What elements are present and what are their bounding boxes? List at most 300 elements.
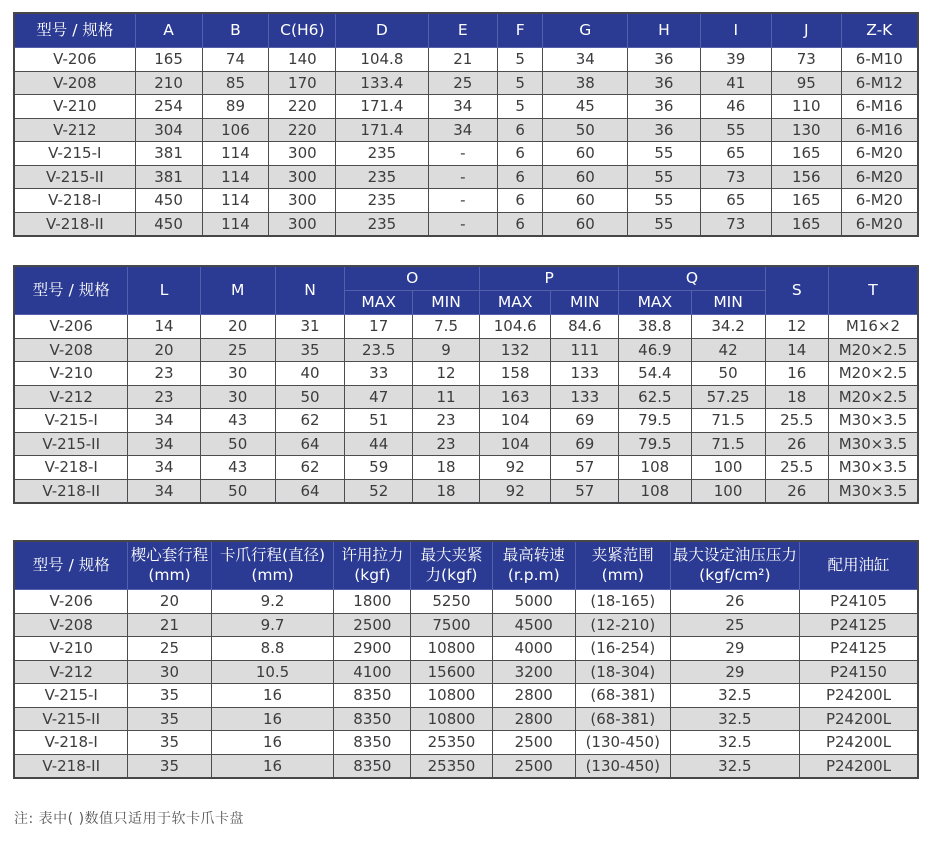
value-cell: 18 (765, 385, 828, 409)
table-row (14, 212, 918, 236)
model-cell: V-215-I (14, 142, 135, 166)
column-header: H (628, 13, 700, 48)
value-cell: 55 (700, 118, 771, 142)
value-cell: 6-M12 (841, 71, 918, 95)
value-cell: 26 (670, 590, 799, 614)
table-row (14, 731, 918, 755)
table-row (14, 142, 918, 166)
value-cell: 220 (269, 118, 336, 142)
value-cell: 25.5 (765, 409, 828, 433)
value-cell: 10800 (411, 707, 492, 731)
column-header: MIN (413, 291, 480, 315)
value-cell: 26 (765, 479, 828, 503)
value-cell: 156 (771, 165, 841, 189)
value-cell: 163 (480, 385, 551, 409)
table-row (14, 71, 918, 95)
column-header: MAX (619, 291, 691, 315)
value-cell: (12-210) (575, 613, 670, 637)
value-cell: 32.5 (670, 707, 799, 731)
column-header: 卡爪行程(直径)(mm) (211, 541, 334, 590)
column-header: T (828, 266, 918, 315)
value-cell: 25.5 (765, 456, 828, 480)
value-cell: 158 (480, 362, 551, 386)
value-cell: 20 (200, 315, 275, 339)
value-cell: 40 (275, 362, 345, 386)
value-cell: 10.5 (211, 660, 334, 684)
value-cell: 51 (345, 409, 413, 433)
model-cell: V-208 (14, 613, 128, 637)
value-cell: M30×3.5 (828, 479, 918, 503)
model-cell: V-218-I (14, 456, 128, 480)
value-cell: 16 (211, 707, 334, 731)
value-cell: 59 (345, 456, 413, 480)
value-cell: 85 (202, 71, 269, 95)
value-cell: 165 (135, 48, 202, 72)
value-cell: 254 (135, 95, 202, 119)
value-cell: 46.9 (619, 338, 691, 362)
value-cell: 16 (211, 684, 334, 708)
value-cell: - (428, 142, 498, 166)
value-cell: 55 (628, 165, 700, 189)
value-cell: 8.8 (211, 637, 334, 661)
value-cell: 14 (765, 338, 828, 362)
value-cell: 73 (700, 212, 771, 236)
value-cell: 34 (428, 95, 498, 119)
value-cell: 6-M20 (841, 212, 918, 236)
value-cell: 92 (480, 479, 551, 503)
value-cell: 26 (765, 432, 828, 456)
value-cell: 2900 (334, 637, 411, 661)
model-cell: V-208 (14, 71, 135, 95)
value-cell: 8350 (334, 754, 411, 778)
value-cell: 60 (543, 189, 628, 213)
value-cell: 43 (200, 456, 275, 480)
value-cell: 100 (691, 479, 765, 503)
value-cell: 34 (428, 118, 498, 142)
value-cell: 74 (202, 48, 269, 72)
column-header: J (771, 13, 841, 48)
value-cell: 6 (498, 118, 543, 142)
value-cell: 32.5 (670, 731, 799, 755)
value-cell: 104 (480, 432, 551, 456)
value-cell: 23 (413, 409, 480, 433)
value-cell: 100 (691, 456, 765, 480)
value-cell: 2800 (492, 684, 575, 708)
header-row (14, 266, 918, 291)
value-cell: 21 (428, 48, 498, 72)
value-cell: 5000 (492, 590, 575, 614)
value-cell: 14 (128, 315, 200, 339)
value-cell: P24200L (800, 684, 919, 708)
value-cell: 210 (135, 71, 202, 95)
value-cell: 35 (275, 338, 345, 362)
column-header: A (135, 13, 202, 48)
value-cell: 36 (628, 118, 700, 142)
table-row (14, 385, 918, 409)
value-cell: 381 (135, 142, 202, 166)
column-header: 型号 / 规格 (14, 541, 128, 590)
column-header: 最大夹紧力(kgf) (411, 541, 492, 590)
value-cell: 130 (771, 118, 841, 142)
value-cell: 35 (128, 754, 211, 778)
table-row (14, 590, 918, 614)
value-cell: P24200L (800, 754, 919, 778)
value-cell: 111 (551, 338, 619, 362)
value-cell: 60 (543, 142, 628, 166)
value-cell: 30 (200, 385, 275, 409)
value-cell: 114 (202, 165, 269, 189)
value-cell: 6-M16 (841, 95, 918, 119)
value-cell: 165 (771, 189, 841, 213)
value-cell: 79.5 (619, 432, 691, 456)
value-cell: 42 (691, 338, 765, 362)
column-header: MIN (551, 291, 619, 315)
value-cell: 29 (670, 637, 799, 661)
table-row (14, 754, 918, 778)
value-cell: 8350 (334, 684, 411, 708)
table-row (14, 409, 918, 433)
value-cell: P24125 (800, 613, 919, 637)
table-row (14, 637, 918, 661)
model-cell: V-218-II (14, 479, 128, 503)
value-cell: 6 (498, 189, 543, 213)
value-cell: 34 (128, 432, 200, 456)
value-cell: 18 (413, 456, 480, 480)
column-header: MIN (691, 291, 765, 315)
value-cell: 7.5 (413, 315, 480, 339)
column-header: G (543, 13, 628, 48)
column-header: C(H6) (269, 13, 336, 48)
footnote: 注: 表中( )数值只适用于软卡爪卡盘 (14, 811, 245, 827)
value-cell: 29 (670, 660, 799, 684)
value-cell: 62 (275, 456, 345, 480)
table-row (14, 95, 918, 119)
value-cell: 23 (128, 362, 200, 386)
value-cell: 50 (200, 479, 275, 503)
value-cell: 12 (765, 315, 828, 339)
value-cell: 450 (135, 189, 202, 213)
value-cell: 79.5 (619, 409, 691, 433)
value-cell: (130-450) (575, 731, 670, 755)
table-row (14, 315, 918, 339)
value-cell: 92 (480, 456, 551, 480)
model-cell: V-218-I (14, 189, 135, 213)
column-header: MAX (345, 291, 413, 315)
value-cell: 170 (269, 71, 336, 95)
performance-table (13, 540, 919, 779)
column-header: 最高转速(r.p.m) (492, 541, 575, 590)
model-cell: V-210 (14, 95, 135, 119)
value-cell: 25 (200, 338, 275, 362)
value-cell: 235 (336, 142, 428, 166)
value-cell: 52 (345, 479, 413, 503)
column-header: 夹紧范围(mm) (575, 541, 670, 590)
value-cell: 57 (551, 456, 619, 480)
value-cell: 304 (135, 118, 202, 142)
column-header: P (480, 266, 619, 291)
value-cell: 25350 (411, 731, 492, 755)
value-cell: 25350 (411, 754, 492, 778)
model-cell: V-212 (14, 118, 135, 142)
value-cell: (18-304) (575, 660, 670, 684)
value-cell: 62.5 (619, 385, 691, 409)
value-cell: 6 (498, 212, 543, 236)
value-cell: 381 (135, 165, 202, 189)
value-cell: - (428, 212, 498, 236)
value-cell: - (428, 165, 498, 189)
value-cell: 60 (543, 165, 628, 189)
model-cell: V-218-I (14, 731, 128, 755)
column-header: M (200, 266, 275, 315)
model-cell: V-206 (14, 590, 128, 614)
column-header: Q (619, 266, 765, 291)
value-cell: 55 (628, 142, 700, 166)
value-cell: 220 (269, 95, 336, 119)
value-cell: (16-254) (575, 637, 670, 661)
value-cell: 10800 (411, 684, 492, 708)
value-cell: 25 (128, 637, 211, 661)
value-cell: 35 (128, 707, 211, 731)
value-cell: 235 (336, 165, 428, 189)
model-cell: V-215-II (14, 165, 135, 189)
value-cell: 23 (413, 432, 480, 456)
value-cell: M30×3.5 (828, 456, 918, 480)
column-header: O (345, 266, 480, 291)
value-cell: 132 (480, 338, 551, 362)
column-header: 楔心套行程(mm) (128, 541, 211, 590)
model-cell: V-212 (14, 660, 128, 684)
column-header: B (202, 13, 269, 48)
value-cell: 55 (628, 212, 700, 236)
value-cell: 25 (428, 71, 498, 95)
value-cell: 41 (700, 71, 771, 95)
model-cell: V-215-I (14, 409, 128, 433)
value-cell: 43 (200, 409, 275, 433)
value-cell: 65 (700, 142, 771, 166)
value-cell: 2500 (334, 613, 411, 637)
value-cell: 23.5 (345, 338, 413, 362)
table-row (14, 189, 918, 213)
value-cell: 34 (128, 479, 200, 503)
table-row (14, 660, 918, 684)
value-cell: 11 (413, 385, 480, 409)
model-cell: V-215-II (14, 432, 128, 456)
value-cell: 54.4 (619, 362, 691, 386)
value-cell: P24200L (800, 731, 919, 755)
value-cell: 64 (275, 479, 345, 503)
value-cell: (130-450) (575, 754, 670, 778)
value-cell: 17 (345, 315, 413, 339)
header-row (14, 13, 918, 48)
value-cell: 300 (269, 212, 336, 236)
value-cell: 4000 (492, 637, 575, 661)
value-cell: 6-M20 (841, 189, 918, 213)
value-cell: 15600 (411, 660, 492, 684)
value-cell: 6-M20 (841, 142, 918, 166)
table-row (14, 362, 918, 386)
value-cell: 133.4 (336, 71, 428, 95)
value-cell: 5 (498, 95, 543, 119)
value-cell: (68-381) (575, 707, 670, 731)
value-cell: 35 (128, 684, 211, 708)
value-cell: 21 (128, 613, 211, 637)
value-cell: 62 (275, 409, 345, 433)
column-header: L (128, 266, 200, 315)
column-header: N (275, 266, 345, 315)
value-cell: 36 (628, 71, 700, 95)
value-cell: 30 (128, 660, 211, 684)
value-cell: 9.2 (211, 590, 334, 614)
value-cell: 2800 (492, 707, 575, 731)
value-cell: 50 (200, 432, 275, 456)
table-row (14, 432, 918, 456)
value-cell: 35 (128, 731, 211, 755)
value-cell: 32.5 (670, 754, 799, 778)
value-cell: 30 (200, 362, 275, 386)
value-cell: 7500 (411, 613, 492, 637)
table-row (14, 165, 918, 189)
value-cell: 8350 (334, 731, 411, 755)
model-cell: V-210 (14, 362, 128, 386)
value-cell: 73 (700, 165, 771, 189)
value-cell: 9 (413, 338, 480, 362)
table-row (14, 479, 918, 503)
value-cell: 60 (543, 212, 628, 236)
column-header: 配用油缸 (800, 541, 919, 590)
table-row (14, 456, 918, 480)
value-cell: M30×3.5 (828, 432, 918, 456)
value-cell: 235 (336, 212, 428, 236)
value-cell: 6-M20 (841, 165, 918, 189)
value-cell: 114 (202, 142, 269, 166)
column-header: F (498, 13, 543, 48)
value-cell: 57 (551, 479, 619, 503)
column-header: D (336, 13, 428, 48)
dimensions-table-2 (13, 265, 919, 504)
value-cell: 33 (345, 362, 413, 386)
value-cell: 300 (269, 189, 336, 213)
column-header: 型号 / 规格 (14, 13, 135, 48)
column-header: 最大设定油压压力 (kgf/cm²) (670, 541, 799, 590)
value-cell: 20 (128, 590, 211, 614)
column-header: MAX (480, 291, 551, 315)
value-cell: 16 (765, 362, 828, 386)
model-cell: V-218-II (14, 212, 135, 236)
value-cell: 114 (202, 189, 269, 213)
table-row (14, 118, 918, 142)
value-cell: 108 (619, 479, 691, 503)
value-cell: 45 (543, 95, 628, 119)
value-cell: 16 (211, 754, 334, 778)
model-cell: V-208 (14, 338, 128, 362)
column-header: I (700, 13, 771, 48)
value-cell: 300 (269, 165, 336, 189)
value-cell: 8350 (334, 707, 411, 731)
value-cell: 3200 (492, 660, 575, 684)
value-cell: 450 (135, 212, 202, 236)
value-cell: 50 (275, 385, 345, 409)
value-cell: 140 (269, 48, 336, 72)
value-cell: 39 (700, 48, 771, 72)
value-cell: 95 (771, 71, 841, 95)
value-cell: 104.6 (480, 315, 551, 339)
table-row (14, 684, 918, 708)
value-cell: P24200L (800, 707, 919, 731)
dimensions-table-1 (13, 12, 919, 237)
value-cell: 104.8 (336, 48, 428, 72)
value-cell: P24150 (800, 660, 919, 684)
value-cell: 10800 (411, 637, 492, 661)
table-row (14, 707, 918, 731)
value-cell: M20×2.5 (828, 338, 918, 362)
value-cell: 38 (543, 71, 628, 95)
value-cell: 47 (345, 385, 413, 409)
value-cell: 36 (628, 48, 700, 72)
value-cell: 23 (128, 385, 200, 409)
value-cell: 38.8 (619, 315, 691, 339)
value-cell: 57.25 (691, 385, 765, 409)
model-cell: V-212 (14, 385, 128, 409)
value-cell: 50 (543, 118, 628, 142)
model-cell: V-210 (14, 637, 128, 661)
value-cell: 31 (275, 315, 345, 339)
value-cell: 20 (128, 338, 200, 362)
model-cell: V-215-II (14, 707, 128, 731)
value-cell: 5 (498, 48, 543, 72)
model-cell: V-215-I (14, 684, 128, 708)
value-cell: 69 (551, 432, 619, 456)
value-cell: 6 (498, 165, 543, 189)
value-cell: 171.4 (336, 95, 428, 119)
value-cell: 106 (202, 118, 269, 142)
column-header: 型号 / 规格 (14, 266, 128, 315)
value-cell: 32.5 (670, 684, 799, 708)
value-cell: 5 (498, 71, 543, 95)
column-header: E (428, 13, 498, 48)
value-cell: - (428, 189, 498, 213)
value-cell: 104 (480, 409, 551, 433)
value-cell: 50 (691, 362, 765, 386)
value-cell: 165 (771, 212, 841, 236)
value-cell: M20×2.5 (828, 385, 918, 409)
value-cell: 171.4 (336, 118, 428, 142)
table-row (14, 338, 918, 362)
value-cell: 235 (336, 189, 428, 213)
value-cell: M20×2.5 (828, 362, 918, 386)
value-cell: P24105 (800, 590, 919, 614)
value-cell: 71.5 (691, 409, 765, 433)
value-cell: 114 (202, 212, 269, 236)
value-cell: 133 (551, 385, 619, 409)
value-cell: 84.6 (551, 315, 619, 339)
value-cell: 69 (551, 409, 619, 433)
value-cell: 34 (128, 409, 200, 433)
value-cell: 4500 (492, 613, 575, 637)
model-cell: V-206 (14, 315, 128, 339)
value-cell: 44 (345, 432, 413, 456)
value-cell: 110 (771, 95, 841, 119)
value-cell: 300 (269, 142, 336, 166)
value-cell: 12 (413, 362, 480, 386)
value-cell: 2500 (492, 731, 575, 755)
value-cell: 46 (700, 95, 771, 119)
value-cell: 1800 (334, 590, 411, 614)
value-cell: (18-165) (575, 590, 670, 614)
value-cell: 71.5 (691, 432, 765, 456)
value-cell: 165 (771, 142, 841, 166)
value-cell: P24125 (800, 637, 919, 661)
value-cell: 73 (771, 48, 841, 72)
